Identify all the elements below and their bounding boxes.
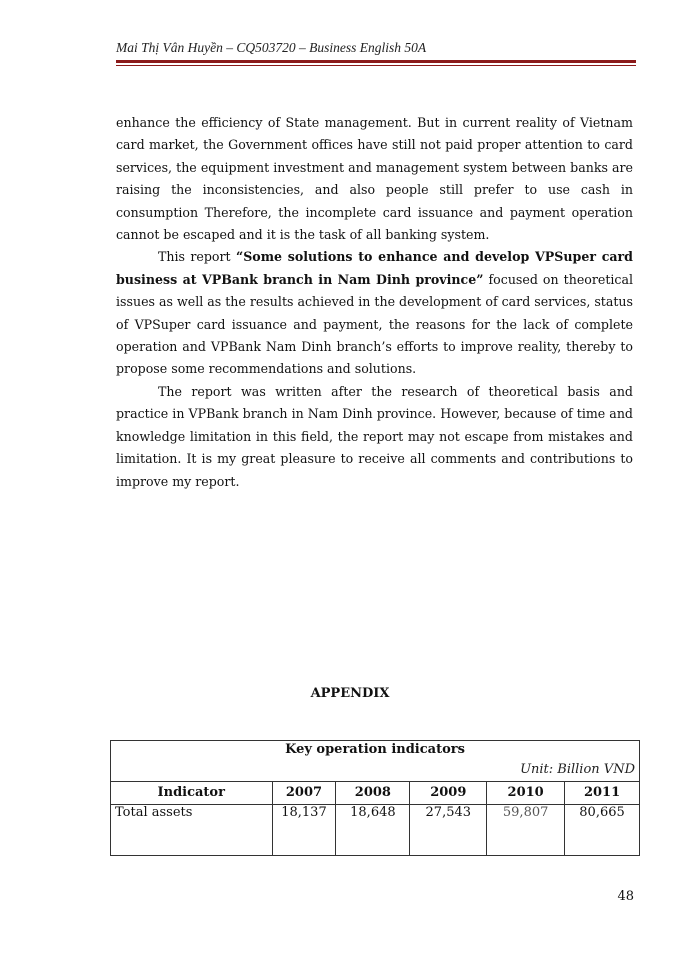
paragraph-2 bbox=[116, 246, 633, 380]
paragraph-2-lead: This report bbox=[158, 249, 236, 265]
column-header: 2007 bbox=[272, 782, 336, 805]
key-indicators-table bbox=[110, 740, 640, 856]
table-caption: Key operation indicators bbox=[285, 742, 465, 757]
column-header: 2011 bbox=[565, 782, 640, 805]
table-header-row bbox=[111, 782, 640, 805]
table-cell: Total assets bbox=[111, 805, 273, 856]
appendix-title: APPENDIX bbox=[310, 686, 390, 701]
table-cell: 59,807 bbox=[487, 805, 565, 856]
paragraph-3: The report was written after the research of theoretical basis and practice in VPBank branch in Nam Dinh province. However, because of time and knowledge limitation in this field, the report may not escape from mistakes and limitation. It is my great pleasure to receive all comments and contributions to improve my report. bbox=[116, 383, 633, 489]
table-row bbox=[111, 805, 640, 856]
page-header: Mai Thị Vân Huyền – CQ503720 – Business English 50A bbox=[116, 40, 427, 55]
table-unit: Unit: Billion VND bbox=[520, 762, 635, 777]
page-number: 48 bbox=[617, 889, 634, 904]
paragraph-2-rest: focused on theoretical issues as well as the results achieved in the development of card services, status of VPSuper card issuance and payment, the reasons for the lack of complete operation and VPBank Nam Dinh branch’s efforts to improve reality, thereby to propose some recommendations and solutions. bbox=[116, 271, 634, 377]
body-text bbox=[116, 112, 633, 493]
table-cell: 80,665 bbox=[565, 805, 640, 856]
table-cell: 27,543 bbox=[410, 805, 487, 856]
column-header: Indicator bbox=[111, 782, 273, 805]
report-title: “Some solutions to enhance and develop VPSuper card business at VPBank branch in Nam Dinh province” bbox=[116, 249, 633, 287]
column-header: 2009 bbox=[410, 782, 487, 805]
table-caption-row bbox=[111, 741, 640, 782]
header-rule-thick bbox=[116, 60, 636, 63]
paragraph-1: enhance the efficiency of State management. But in current reality of Vietnam card market, the Government offices have still not paid proper attention to card services, the equipment investment and management system between banks are raising the inconsistencies, and also people still prefer to use cash in consumption Therefore, the incomplete card issuance and payment operation cannot be escaped and it is the task of all banking system. bbox=[116, 115, 633, 243]
table-cell: 18,648 bbox=[336, 805, 410, 856]
table-cell: 18,137 bbox=[272, 805, 336, 856]
column-header: 2008 bbox=[336, 782, 410, 805]
header-rule-thin bbox=[116, 65, 636, 66]
column-header: 2010 bbox=[487, 782, 565, 805]
